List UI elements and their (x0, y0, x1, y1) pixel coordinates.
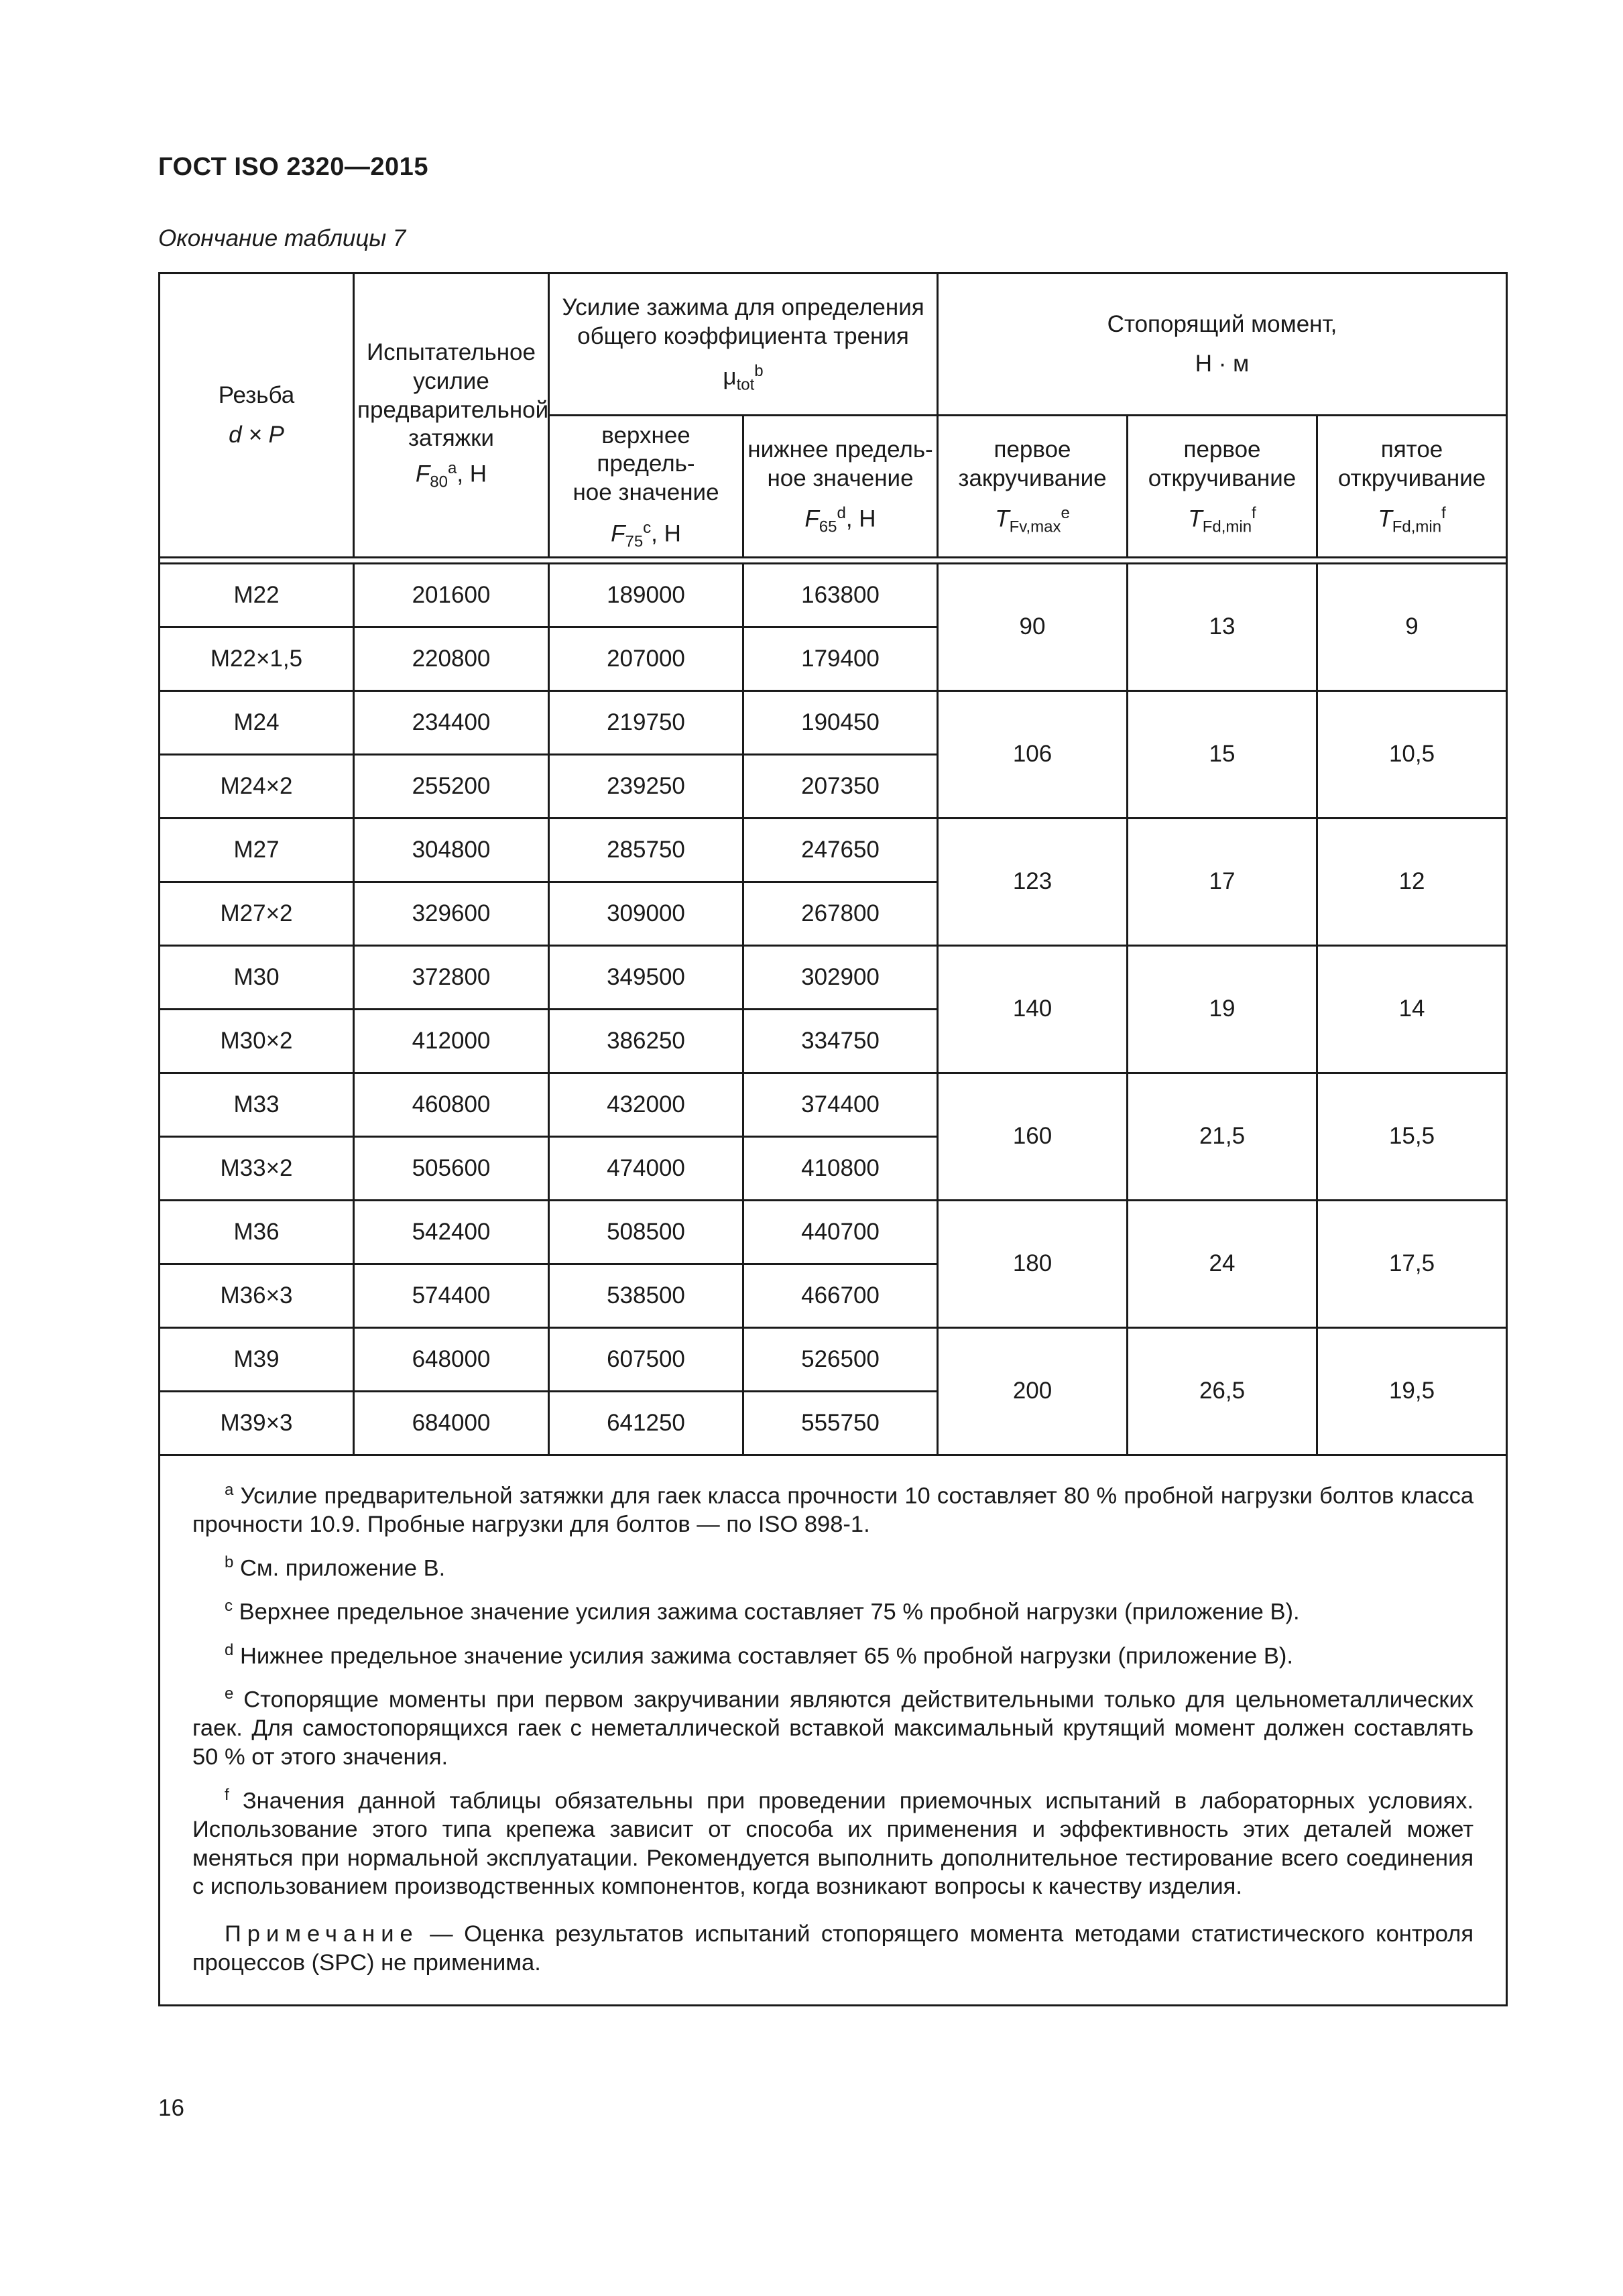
header-upper-limit: верхнее предель- ное значение $F_{75}^c$, Н (549, 416, 743, 558)
footnote-f: $^f$ Значения данной таблицы обязательны при проведении приемочных испытаний в лабораторных условиях. Использование этого типа крепежа зависит от способа их применения и эффективность этих деталей может меняться при нормальной эксплуатации. Рекомендуется выполнить дополнительное тестирование всего соединения с использованием производственных компонентов, когда возникают вопросы к качеству изделия. (192, 1785, 1474, 1900)
table-row (160, 1201, 1507, 1264)
table-cell: 526500 (743, 1328, 938, 1392)
table-cell: M22 (160, 564, 354, 627)
table-cell: 90 (938, 564, 1128, 691)
table-cell: 412000 (354, 1010, 549, 1073)
table-cell: 180 (938, 1201, 1128, 1328)
table-cell: 372800 (354, 946, 549, 1010)
table-cell: 140 (938, 946, 1128, 1073)
footnote-e: $^e$ Стопорящие моменты при первом закручивании являются действительными только для цельнометаллических гаек. Для самостопорящихся гаек с неметаллической вставкой максимальный крутящий момент должен составлять 50 % от этого значения. (192, 1684, 1474, 1770)
header-thread: Резьба d × P (160, 274, 354, 558)
table-cell: 410800 (743, 1137, 938, 1201)
table-cell: 309000 (549, 882, 743, 946)
table-caption: Окончание таблицы 7 (158, 225, 406, 251)
table-remark: Примечание — Оценка результатов испытаний стопорящего момента методами статистического контроля процессов (SPC) не применима. (192, 1921, 1474, 1976)
table-cell: 302900 (743, 946, 938, 1010)
table-cell: 508500 (549, 1201, 743, 1264)
document-header: ГОСТ ISO 2320—2015 (158, 153, 428, 181)
table-cell: 21,5 (1128, 1073, 1317, 1201)
table-cell: 329600 (354, 882, 549, 946)
table-cell: 200 (938, 1328, 1128, 1455)
table-cell: M27 (160, 819, 354, 882)
table-cell: 190450 (743, 691, 938, 755)
table-row (160, 691, 1507, 755)
table-cell: 239250 (549, 755, 743, 819)
table-cell: M24×2 (160, 755, 354, 819)
table-row (160, 946, 1507, 1010)
table-cell: 349500 (549, 946, 743, 1010)
table-cell: M39 (160, 1328, 354, 1392)
table-row (160, 1328, 1507, 1392)
table-cell: 207000 (549, 627, 743, 691)
torque-table (158, 272, 1508, 2006)
table-cell: 19,5 (1317, 1328, 1507, 1455)
table-cell: 26,5 (1128, 1328, 1317, 1455)
header-torque-group: Стопорящий момент, Н · м (938, 274, 1507, 416)
header-first-tightening: первое закручивание $T_{Fv,max}^e$ (938, 416, 1128, 558)
table-cell: 386250 (549, 1010, 743, 1073)
table-cell: 15,5 (1317, 1073, 1507, 1201)
table-cell: 123 (938, 819, 1128, 946)
table-cell: M36×3 (160, 1264, 354, 1328)
table-cell: 234400 (354, 691, 549, 755)
table-cell: 555750 (743, 1392, 938, 1455)
footnote-d: $^d$ Нижнее предельное значение усилия зажима составляет 65 % пробной нагрузки (приложение В). (225, 1640, 1293, 1669)
table-cell: 440700 (743, 1201, 938, 1264)
table-cell: 285750 (549, 819, 743, 882)
table-cell: 247650 (743, 819, 938, 882)
table-cell: 207350 (743, 755, 938, 819)
footnote-b: $^b$ См. приложение В. (225, 1553, 446, 1581)
table-cell: 255200 (354, 755, 549, 819)
table-cell: M33×2 (160, 1137, 354, 1201)
header-lower-limit: нижнее предель- ное значение $F_{65}^d$, Н (743, 416, 938, 558)
table-cell: M36 (160, 1201, 354, 1264)
table-cell: 17,5 (1317, 1201, 1507, 1328)
table-cell: 17 (1128, 819, 1317, 946)
table-cell: 14 (1317, 946, 1507, 1073)
table-cell: 179400 (743, 627, 938, 691)
header-first-loosening: первое откручивание $T_{Fd,min}^f$ (1128, 416, 1317, 558)
table-cell: M39×3 (160, 1392, 354, 1455)
table-cell: 24 (1128, 1201, 1317, 1328)
table-cell: 19 (1128, 946, 1317, 1073)
table-cell: 163800 (743, 564, 938, 627)
table-row (160, 1073, 1507, 1137)
table-cell: M33 (160, 1073, 354, 1137)
table-cell: 538500 (549, 1264, 743, 1328)
table-cell: 304800 (354, 819, 549, 882)
table-cell: M24 (160, 691, 354, 755)
table-cell: M27×2 (160, 882, 354, 946)
table-cell: 220800 (354, 627, 549, 691)
table-row (160, 819, 1507, 882)
table-cell: M22×1,5 (160, 627, 354, 691)
table-cell: 432000 (549, 1073, 743, 1137)
table-cell: 10,5 (1317, 691, 1507, 819)
table-cell: M30×2 (160, 1010, 354, 1073)
table-cell: 13 (1128, 564, 1317, 691)
table-cell: 542400 (354, 1201, 549, 1264)
table-cell: 474000 (549, 1137, 743, 1201)
table-cell: 607500 (549, 1328, 743, 1392)
table-cell: 219750 (549, 691, 743, 755)
table-cell: 574400 (354, 1264, 549, 1328)
footnote-c: $^c$ Верхнее предельное значение усилия зажима составляет 75 % пробной нагрузки (приложение В). (225, 1597, 1300, 1625)
header-test-force: Испытательное усилие предварительной затяжки $F_{80}^a$, Н (354, 274, 549, 558)
table-cell: 201600 (354, 564, 549, 627)
header-clamp-force-group: Усилие зажима для определения общего коэффициента трения $\mu_{tot}^b$ (549, 274, 938, 416)
table-cell: 267800 (743, 882, 938, 946)
table-cell: M30 (160, 946, 354, 1010)
table-cell: 334750 (743, 1010, 938, 1073)
table-cell: 12 (1317, 819, 1507, 946)
header-fifth-loosening: пятое откручивание $T_{Fd,min}^f$ (1317, 416, 1507, 558)
table-cell: 106 (938, 691, 1128, 819)
table-cell: 505600 (354, 1137, 549, 1201)
table-cell: 160 (938, 1073, 1128, 1201)
table-cell: 684000 (354, 1392, 549, 1455)
table-cell: 15 (1128, 691, 1317, 819)
table-cell: 466700 (743, 1264, 938, 1328)
footnote-a: $^a$ Усилие предварительной затяжки для гаек класса прочности 10 составляет 80 % пробной нагрузки болтов класса прочности 10.9. Пробные нагрузки для болтов — по ISO 898-1. (192, 1481, 1474, 1538)
table-cell: 189000 (549, 564, 743, 627)
table-row (160, 564, 1507, 627)
table-cell: 9 (1317, 564, 1507, 691)
table-footnotes (160, 1455, 1507, 2006)
table-cell: 374400 (743, 1073, 938, 1137)
table-cell: 648000 (354, 1328, 549, 1392)
page-number: 16 (158, 2095, 184, 2121)
table-cell: 460800 (354, 1073, 549, 1137)
table-cell: 641250 (549, 1392, 743, 1455)
